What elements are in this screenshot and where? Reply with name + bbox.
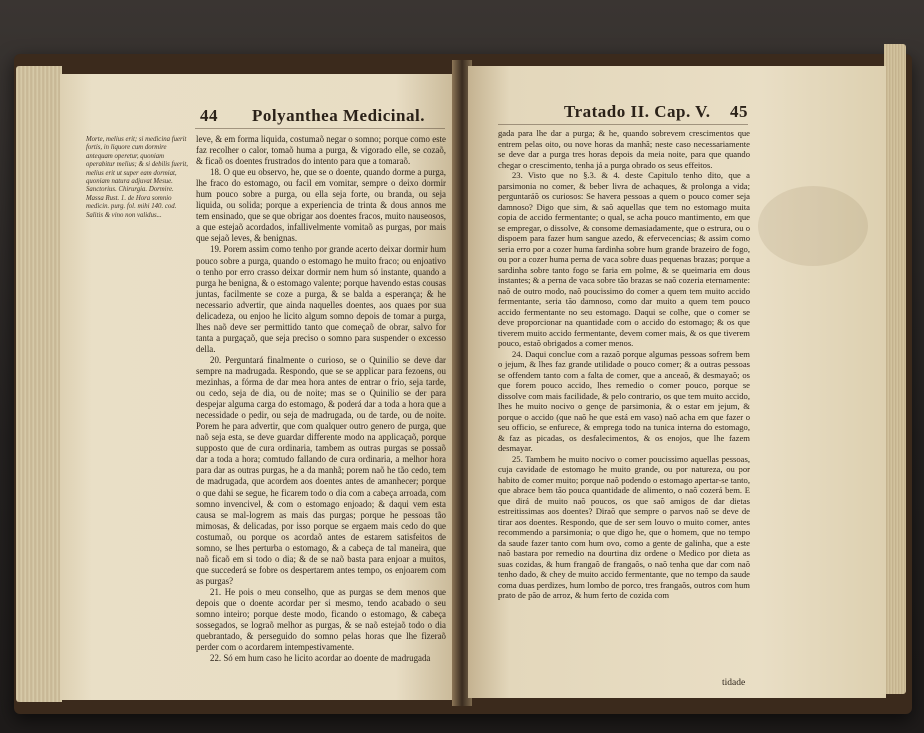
page-edges-right xyxy=(884,44,906,694)
left-page-number: 44 xyxy=(200,106,218,125)
right-page-number: 45 xyxy=(730,102,748,121)
paragraph: 18. O que eu observo, he, que se o doente, quando dorme a purga, lhe fraco do estomago, ou facil em vomitar, sempre o deixo dormir hum pouco sobre a purga, ou ella seja forte, ou branda, ou seja liquida, ou solida; porque a experiencia de trinta & dous annos me tem ensinado, que se que obrigar aos doentes fracos, muito nauseosos, a que estejaõ acordados, infallivelmente vomitaõ as purgas, por mais que sejaõ leves, & benignas. xyxy=(196,167,446,244)
paragraph: gada para lhe dar a purga; & he, quando sobrevem crescimentos que entrem pelas oito, ou nove horas da manhã; neste caso necessariamente se deve dar a purga tres horas depois da meia noite, para que quando chegar o crescimento, tenha já a purga obrado os seus effeitos. xyxy=(498,128,750,170)
paragraph: 22. Só em hum caso he licito acordar ao doente de madrugada xyxy=(210,653,431,664)
paragraph: 24. Daqui conclue com a razaõ porque algumas pessoas sofrem bem o jejum, & lhes faz grande utilidade o pouco comer; & a outras pessoas se offendem tanto com a falta de comer, que a anceaõ, & desmayaõ; os que forem pouco accido, lhes remedio o comer pouco, porque se dissolve com mais facilidade, & pelo contrario, os que tem muito accido, lhes he muito nocivo o gençe de parsimonia, & o estar em jejum, & porque o accido (que naõ he que está em vaso) naõ acha em que fazer o seu officio, se enfurece, & emprega todo na tunica interna do estomago, & faz as picadas, os desfalecimentos, & os enojos, que lhe fazem desmayar. xyxy=(498,348,750,453)
paragraph: 23. Visto que no §.3. & 4. deste Capitulo tenho dito, que a parsimonia no comer, & beber livra de achaques, & prolonga a vida; perguntaráõ os curiosos: Se havera pessoas a quem o pouco comer seja damnoso? Digo que sim, & saõ aquellas que tem no estomago muita copia de accido fermentante; o qual, se acha pouco mantimento, em que se empregar, o dissolve, & consome demasiadamente, que o estrura, ou o dispoem para fazer hum sangue azedo, & efervecencias; & assim como seria erro por a cozer huma fardinha sobre hum grande brazeiro de fogo, ou por a cozer huma perna de vaca sobre duas pequenas brazas; porque a sardinha sobre tanto fogo se faria em polme, & se queimaria em dous instantes; & a perna de vaca sobre tão brazas se naõ cozeria eternamente: naõ de outro modo, naõ poucissimo do comer a quem tem muito accido fermentante, seria tão damnoso, como dar muito a quem tem pouco accido fermentante no seu estomago. Daqui se colhe, que o comer se deve proporcionar na quantidade com o accido do estomago; & os que tiverem muito accido fermentante, devem comer mais, & os que tiverem pouco, estaõ obrigados a comer menos. xyxy=(498,170,750,348)
paragraph: leve, & em forma liquida, costumaõ negar o somno; porque como este faz recolher o calor, tomaõ huma a purga, & vigorado elle, se cozaõ, & ficaõ os doentes frustrados do intento para que a tomaraõ. xyxy=(196,134,446,167)
right-page xyxy=(468,66,886,698)
paragraph: 20. Perguntará finalmente o curioso, se o Quinilio se deve dar sempre na madrugada. Respondo, que se se applicar para fezoens, ou mezinhas, a fórma de dar mea hora antes de entrar o frio, seja tarde, ou cedo, seja de dia, ou de noite; mas se o Quinilio se der para despejar alguma carga do estomago, & poderá dar a toda a hora que a necessidade o pedir, ou seja de madrugada, ou de tarde, ou de noite. Porem he para advertir, que com qualquer outro genero de purga, que naõ seja esta, se deve guardar differente modo na applicaçaõ, porque supposto que de cura ordinaria, tambem as outras purgas se possaõ dar a toda a hora; comtudo fallando de cura ordinaria, a melhor hora para dar as outras purgas, he a da manhã; porem naõ he tão cedo, tem de madrugada, que acordem aos doentes antes de amanhecer; porque o que dahi se segue, he ficarem todo o dia com a cabeça arroada, com somno invencivel, & com o estomago enjoado; & daqui vem esta causa se mal-logrem as mais das purgas; porque he pessoas tão mimosas, & delicadas, por isso porque se ergaem mais cedo do que costumaõ, ou porque os acordaõ antes de estarem satisfeitos de somno, se lhes perturba o estomago, & a cabeça de tal maneira, que naõ ficaõ em si todo o dia; & de se naõ basta para enjoar a muitos, que succederá se fobre os despertarem antes tempo, os enjoarem com as purgas? xyxy=(196,354,446,586)
paragraph: 25. Tambem he muito nocivo o comer poucissimo aquellas pessoas, cuja cavidade de estomago he muito grande, ou por natureza, ou por habito de comer muito; porque naõ podendo o estomago apertar-se tanto, que abrace bem tão pouca quantidade de alimento, o naõ cozerá bem. E que dirá de muito naõ poucos, os que saõ amigos de dar dietas estreitissimas aos doentes? Diraõ que sempre o parvos naõ se deve de tirar aos doentes. Respondo, que de ser sem louvo o muito comer, antes recommendo a parsimonia; o que digo he, que o homem, que no tempo da saude fazer tanto com hum ovo, como a gente de galinha, que a este naõ bastara por remedio na dourtina diz ordene o Medico por dieta as suas cozidas, & hum frangaõ de frangaõs, o naõ tenha que dar com naõ tenho dado, & chey de muito accido fermentante, que no tempo da saude coma duas perdizes, hum lombo de porco, tres frangaõs, outros com hum prato de pão de arroz, & hum ferto de cozida com xyxy=(498,453,750,600)
page-edges-left xyxy=(16,66,62,702)
left-header-rule xyxy=(195,128,445,129)
paragraph: 21. He pois o meu conselho, que as purgas se dem menos que depois que o doente acordar per si mesmo, tendo acabado o seu somno inteiro; porque deste modo, ficando o estomago, & cabeça sossegados, se lograõ melhor as purgas, & se naõ estejaõ todo o dia quebrantado, & perseguido do somno pelas horas que lhe fizeraõ perder com o acordarem intempestivamente. xyxy=(196,586,446,653)
left-running-title: Polyanthea Medicinal. xyxy=(252,106,425,125)
right-running-title: Tratado II. Cap. V. xyxy=(564,102,711,121)
left-body xyxy=(196,134,446,690)
right-body xyxy=(498,128,750,676)
catchword: tidade xyxy=(722,678,746,688)
left-page xyxy=(60,74,455,700)
marginal-note: Morte, melius erit; si medicina fuerit fortis, in liquore cum dormire antequam operetur, quoniam operabitur melius; & si debilis fuerit, melius erit ut super eam dormiat, quoniam natura adjuvat Mesue. Sanctorius. Chirurgia. Dormire. Massa Rust. 1. de Hora somnio medicin. purg. fol. mihi 140. cod. Salitis & vino non validus... xyxy=(86,136,188,219)
right-header-rule xyxy=(498,124,748,125)
paragraph: 19. Porem assim como tenho por grande acerto deixar dormir hum pouco sobre a purga, quando o estomago he muito fraco; ou enjoativo o tenho por erro crasso deixar dormir nem hum só instante, quando a purga he benigna, & o estomago valente; porque havendo estas cousas juntas, facilmente se coze a purga, & se balda a esperança; & he necessario advertir, que ainda naquelles doentes, aos quaes por sua delicadeza, ou enjoo he licito algum somno depois de tomar a purga, lhes naõ deve ser permittido tanto que começaõ de obrar, salvo for tanta a purgaçaõ, que seja preciso o somno para suspender o excesso della. xyxy=(196,244,446,354)
paper-stain xyxy=(758,186,868,266)
